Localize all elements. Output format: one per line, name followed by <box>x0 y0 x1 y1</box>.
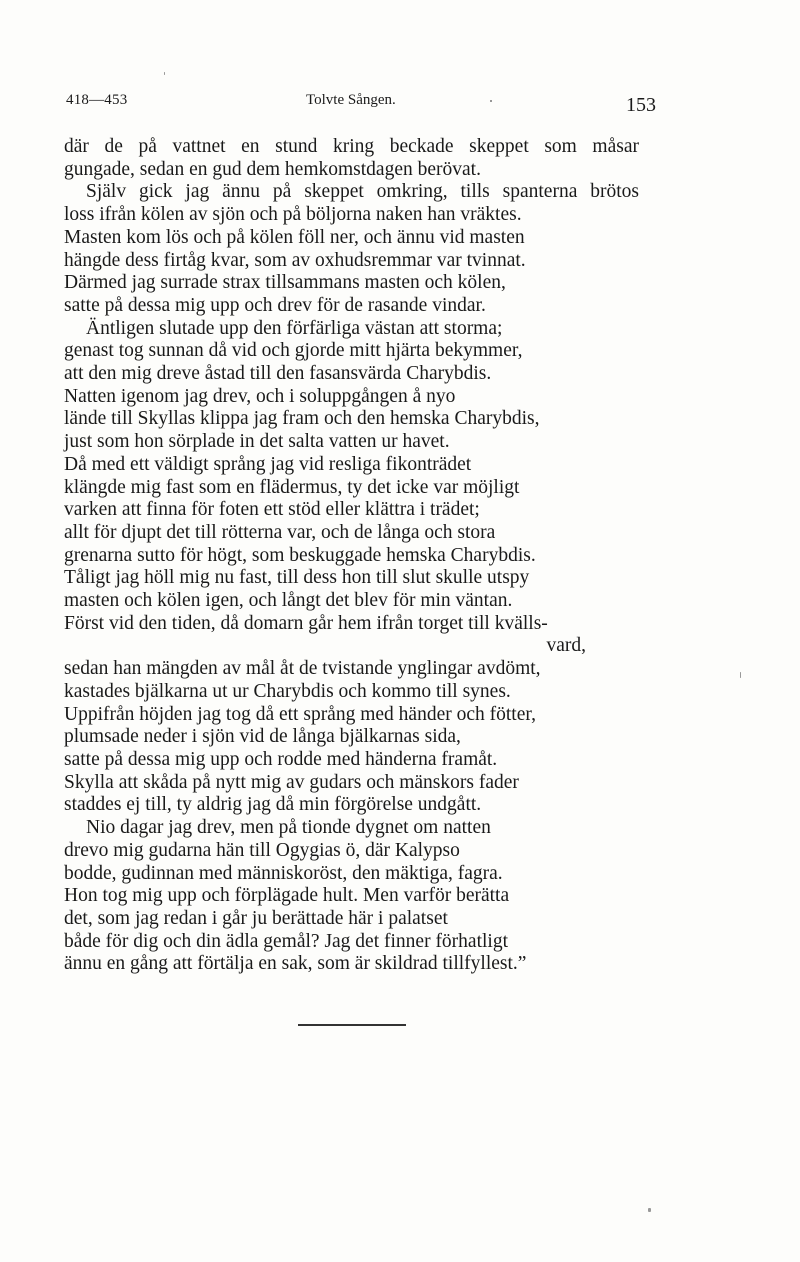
text-line: satte på dessa mig upp och rodde med händerna framåt. <box>64 748 498 770</box>
text-line: Skylla att skåda på nytt mig av gudars och mänskors fader <box>64 771 519 793</box>
text-line: drevo mig gudarna hän till Ogygias ö, där Kalypso <box>64 839 460 861</box>
print-speck <box>164 72 165 75</box>
text-line: hängde dess firtåg kvar, som av oxhudsremmar var tvinnat. <box>64 249 526 271</box>
text-line: både för dig och din ädla gemål? Jag det finner förhatligt <box>64 930 509 952</box>
text-line-runover: vard, <box>546 635 586 657</box>
text-line: Själv gick jag ännu på skeppet omkring, tills spanterna brötos <box>86 181 639 203</box>
text-line: Äntligen slutade upp den förfärliga västan att storma; <box>86 317 503 339</box>
poem-text <box>64 136 664 976</box>
text-line: Nio dagar jag drev, men på tionde dygnet om natten <box>86 817 491 839</box>
text-line: staddes ej till, ty aldrig jag då min förgörelse undgått. <box>64 794 482 816</box>
print-speck <box>490 100 492 102</box>
text-line: bodde, gudinnan med människoröst, den mäktiga, fagra. <box>64 862 503 884</box>
text-line: Uppifrån höjden jag tog då ett språng med händer och fötter, <box>64 703 536 725</box>
text-line: att den mig dreve åstad till den fasansvärda Charybdis. <box>64 363 492 385</box>
text-line: just som hon sörplade in det salta vatten ur havet. <box>64 431 450 453</box>
text-line: Tåligt jag höll mig nu fast, till dess hon till slut skulle utspy <box>64 567 530 589</box>
line-range: 418—453 <box>66 92 128 108</box>
text-line: klängde mig fast som en flädermus, ty det icke var möjligt <box>64 476 520 498</box>
text-line: Då med ett väldigt språng jag vid resliga fikonträdet <box>64 453 472 475</box>
text-line: genast tog sunnan då vid och gjorde mitt hjärta bekymmer, <box>64 340 523 362</box>
running-head <box>66 88 656 118</box>
text-line: gungade, sedan en gud dem hemkomstdagen berövat. <box>64 158 481 180</box>
text-line: grenarna sutto för högt, som beskuggade hemska Charybdis. <box>64 544 536 566</box>
end-rule <box>298 1024 406 1026</box>
text-line: satte på dessa mig upp och drev för de rasande vindar. <box>64 294 486 316</box>
text-line: Natten igenom jag drev, och i soluppgången å nyo <box>64 385 456 407</box>
text-line: Först vid den tiden, då domarn går hem ifrån torget till kvälls- <box>64 612 548 634</box>
text-line: Masten kom lös och på kölen föll ner, och ännu vid masten <box>64 226 525 248</box>
page-number: 153 <box>626 94 656 116</box>
text-line: ännu en gång att förtälja en sak, som är skildrad tillfyllest.” <box>64 953 527 975</box>
text-line: Därmed jag surrade strax tillsammans masten och kölen, <box>64 272 506 294</box>
text-line: Hon tog mig upp och förplägade hult. Men varför berätta <box>64 885 510 907</box>
text-line: sedan han mängden av mål åt de tvistande ynglingar avdömt, <box>64 658 541 680</box>
text-line: där de på vattnet en stund kring beckade skeppet som måsar <box>64 136 639 157</box>
print-speck <box>740 672 741 678</box>
chapter-title: Tolvte Sången. <box>306 92 396 108</box>
text-line: allt för djupt det till rötterna var, och de långa och stora <box>64 521 496 543</box>
text-line: plumsade neder i sjön vid de långa bjälkarnas sida, <box>64 726 461 748</box>
text-line: masten och kölen igen, och långt det blev för min väntan. <box>64 590 513 612</box>
print-speck <box>648 1208 651 1212</box>
text-line: kastades bjälkarna ut ur Charybdis och kommo till synes. <box>64 680 511 702</box>
text-line: loss ifrån kölen av sjön och på böljorna naken han vräktes. <box>64 204 522 226</box>
text-line: varken att finna för foten ett stöd eller klättra i trädet; <box>64 499 480 521</box>
text-line: det, som jag redan i går ju berättade här i palatset <box>64 907 448 929</box>
text-line: lände till Skyllas klippa jag fram och den hemska Charybdis, <box>64 408 540 430</box>
